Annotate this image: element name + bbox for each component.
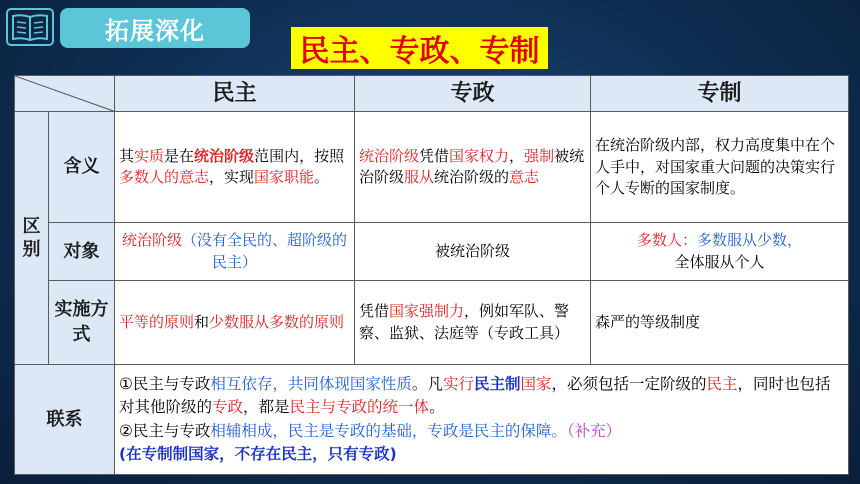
- diagonal-line: [15, 76, 114, 111]
- text-segment: 多数服从少数，: [697, 231, 803, 250]
- group-label-qubie: [15, 112, 49, 365]
- group-label-text: 区 别: [22, 215, 41, 261]
- text-segment: 凭借: [419, 146, 450, 165]
- cell-duixiang-minzhu: [115, 223, 355, 281]
- text-segment: 多数人的意志: [119, 168, 210, 187]
- text-segment: 民主制: [473, 375, 521, 394]
- cell-shishi-zhuanzhi: 森严的等级制度: [591, 281, 849, 365]
- header-row: [15, 76, 849, 112]
- text-segment: 和: [194, 313, 210, 332]
- text-segment: ，: [509, 146, 525, 165]
- row-label-duixiang: 对象: [49, 223, 115, 281]
- lianxi-line-2: [119, 420, 844, 443]
- text-segment: ①民主与专政: [119, 375, 211, 394]
- text-segment: ，例如军队、警察、监狱、法庭等（专政工具）: [359, 302, 570, 342]
- text-segment: 服从: [404, 168, 435, 187]
- text-segment: 。凡: [411, 375, 443, 394]
- header-zhuanzhi: 专制: [591, 76, 849, 112]
- text-segment: 统治阶级: [194, 146, 255, 165]
- text-segment: 。: [429, 398, 445, 417]
- text-segment: 全体服从个人: [674, 252, 765, 271]
- text-segment: 凭借: [359, 302, 390, 321]
- cell-hanyi-minzhu: [115, 112, 355, 223]
- cell-shishi-minzhu: [115, 281, 355, 365]
- text-segment: ，同时也包括对其他阶级的: [119, 375, 831, 417]
- text-segment: 国家强制力: [389, 302, 465, 321]
- text-segment: 相辅相成，民主是专政的基础，专政是民主的保障。: [210, 421, 567, 440]
- text-segment: 相互依存，共同体现国家性质: [210, 375, 412, 394]
- book-icon: [6, 8, 54, 46]
- row-label-shishi: 实施方式: [49, 281, 115, 365]
- text-segment: 专政: [212, 398, 244, 417]
- cell-hanyi-zhuanzheng: [355, 112, 591, 223]
- text-segment: 少数服从多数的原则: [209, 313, 345, 332]
- row-hanyi: [15, 112, 849, 223]
- header-zhuanzheng: 专政: [355, 76, 591, 112]
- text-segment: 被统治阶级: [359, 146, 585, 187]
- text-segment: 范围内，按照: [254, 146, 345, 165]
- text-segment: 多数人：: [636, 231, 697, 250]
- cell-duixiang-zhuanzheng: 被统治阶级: [355, 223, 591, 281]
- lianxi-line-3: (在专制制国家，不存在民主，只有专政): [119, 444, 397, 463]
- text-segment: ，必须包括一定阶级的: [551, 375, 707, 394]
- text-segment: 民主与专政的统一体: [289, 398, 430, 417]
- comparison-table: [14, 75, 849, 475]
- text-segment: 。: [314, 168, 330, 187]
- lianxi-line-1: [119, 373, 844, 420]
- text-segment: 统治阶级: [121, 231, 182, 250]
- text-segment: 国家: [520, 375, 552, 394]
- text-segment: ，实现: [209, 168, 255, 187]
- text-segment: 是在: [164, 146, 195, 165]
- text-segment: 平等的原则: [119, 313, 195, 332]
- row-shishi: [15, 281, 849, 365]
- text-segment: 意志: [509, 168, 540, 187]
- section-badge: 拓展深化: [60, 8, 250, 48]
- row-label-lianxi: 联系: [15, 365, 115, 475]
- corner-cell: [15, 76, 115, 112]
- cell-duixiang-zhuanzhi: [591, 223, 849, 281]
- cell-lianxi: [115, 365, 849, 475]
- text-segment: （补充）: [566, 421, 622, 440]
- page-title: 民主、专政、专制: [291, 27, 548, 69]
- text-segment: ，都是: [243, 398, 290, 417]
- text-segment: 国家权力: [449, 146, 510, 165]
- header-minzhu: 民主: [115, 76, 355, 112]
- cell-shishi-zhuanzheng: [355, 281, 591, 365]
- text-segment: ②民主与专政: [119, 421, 211, 440]
- row-label-hanyi: 含义: [49, 112, 115, 223]
- text-segment: 实质: [134, 146, 165, 165]
- text-segment: 国家职能: [254, 168, 315, 187]
- text-segment: 统治阶级: [359, 146, 420, 165]
- row-duixiang: [15, 223, 849, 281]
- text-segment: （没有全民的、超阶级的民主）: [182, 231, 348, 271]
- text-segment: 其: [119, 146, 135, 165]
- text-segment: 强制: [524, 146, 555, 165]
- row-lianxi: [15, 365, 849, 475]
- text-segment: 民主: [706, 375, 738, 394]
- text-segment: 统治阶级的: [434, 168, 510, 187]
- cell-hanyi-zhuanzhi: 在统治阶级内部，权力高度集中在个人手中，对国家重大问题的决策实行个人专断的国家制度。: [591, 112, 849, 223]
- text-segment: 实行: [442, 375, 474, 394]
